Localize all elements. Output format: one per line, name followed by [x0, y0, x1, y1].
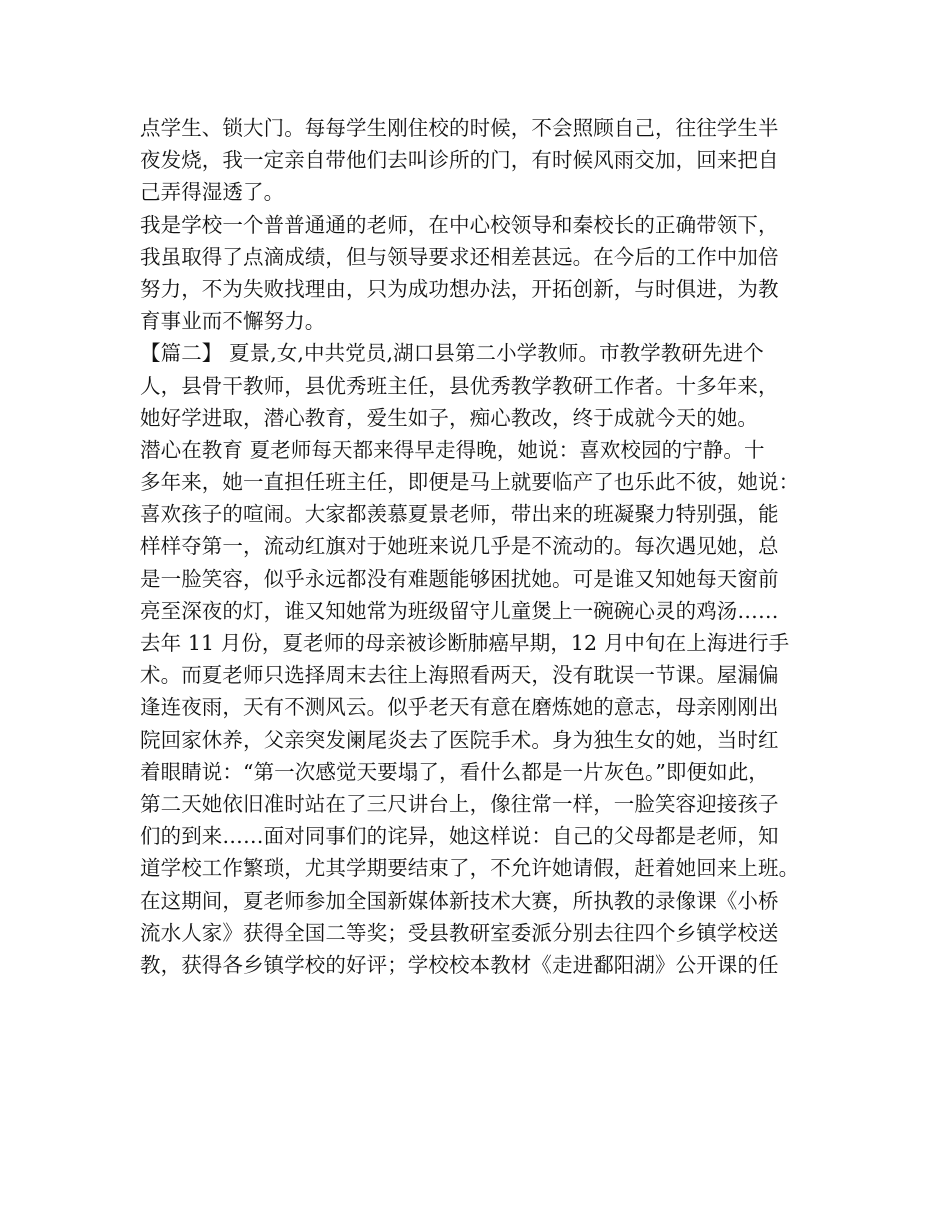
- text-line: 潜心在教育 夏老师每天都来得早走得晚，她说：喜欢校园的宁静。十: [140, 437, 765, 462]
- text-line: 亮至深夜的灯，谁又知她常为班级留守儿童煲上一碗碗心灵的鸡汤……: [140, 598, 779, 623]
- text-line: 【篇二】 夏景,女,中共党员,湖口县第二小学教师。市教学教研先进个: [140, 341, 764, 366]
- text-line: 们的到来……面对同事们的诧异，她这样说：自己的父母都是老师，知: [140, 824, 779, 849]
- document-body: [140, 112, 840, 981]
- text-line: 道学校工作繁琐，尤其学期要结束了，不允许她请假，赶着她回来上班。: [140, 856, 800, 881]
- text-line: 样样夺第一，流动红旗对于她班来说几乎是不流动的。每次遇见她，总: [140, 534, 779, 559]
- text-line: 喜欢孩子的喧闹。大家都羡慕夏景老师，带出来的班凝聚力特别强，能: [140, 502, 779, 527]
- text-line: 教，获得各乡镇学校的好评；学校校本教材《走进鄱阳湖》公开课的任: [140, 952, 779, 977]
- text-line: 院回家休养，父亲突发阑尾炎去了医院手术。身为独生女的她，当时红: [140, 727, 779, 752]
- text-line: 多年来，她一直担任班主任，即便是马上就要临产了也乐此不彼，她说：: [140, 470, 800, 495]
- text-line: 己弄得湿透了。: [140, 180, 285, 205]
- text-line: 她好学进取，潜心教育，爱生如子，痴心教改，终于成就今天的她。: [140, 405, 758, 430]
- text-line: 夜发烧，我一定亲自带他们去叫诊所的门，有时候风雨交加，回来把自: [140, 148, 779, 173]
- text-line: 我虽取得了点滴成绩，但与领导要求还相差甚远。在今后的工作中加倍: [140, 244, 779, 269]
- text-line: 点学生、锁大门。每每学生刚住校的时候，不会照顾自己，往往学生半: [140, 116, 779, 140]
- text-line: 努力，不为失败找理由，只为成功想办法，开拓创新，与时俱进，为教: [140, 276, 779, 301]
- text-line: 着眼睛说：“第一次感觉天要塌了，看什么都是一片灰色。”即便如此，: [140, 759, 769, 784]
- text-line: 去年 11 月份，夏老师的母亲被诊断肺癌早期，12 月中旬在上海进行手: [140, 631, 790, 655]
- text-line: 第二天她依旧准时站在了三尺讲台上，像往常一样，一脸笑容迎接孩子: [140, 791, 779, 816]
- text-line: 我是学校一个普普通通的老师，在中心校领导和秦校长的正确带领下，: [140, 212, 779, 237]
- text-line: 逢连夜雨，天有不测风云。似乎老天有意在磨炼她的意志，母亲刚刚出: [140, 695, 779, 720]
- text-line: 育事业而不懈努力。: [140, 309, 326, 334]
- text-line: 流水人家》获得全国二等奖；受县教研室委派分别去往四个乡镇学校送: [140, 920, 779, 945]
- text-line: 是一脸笑容，似乎永远都没有难题能够困扰她。可是谁又知她每天窗前: [140, 566, 779, 591]
- text-line: 在这期间，夏老师参加全国新媒体新技术大赛，所执教的录像课《小桥: [140, 888, 779, 913]
- text-line: 人，县骨干教师，县优秀班主任，县优秀教学教研工作者。十多年来，: [140, 373, 779, 398]
- text-line: 术。而夏老师只选择周末去往上海照看两天，没有耽误一节课。屋漏偏: [140, 663, 779, 688]
